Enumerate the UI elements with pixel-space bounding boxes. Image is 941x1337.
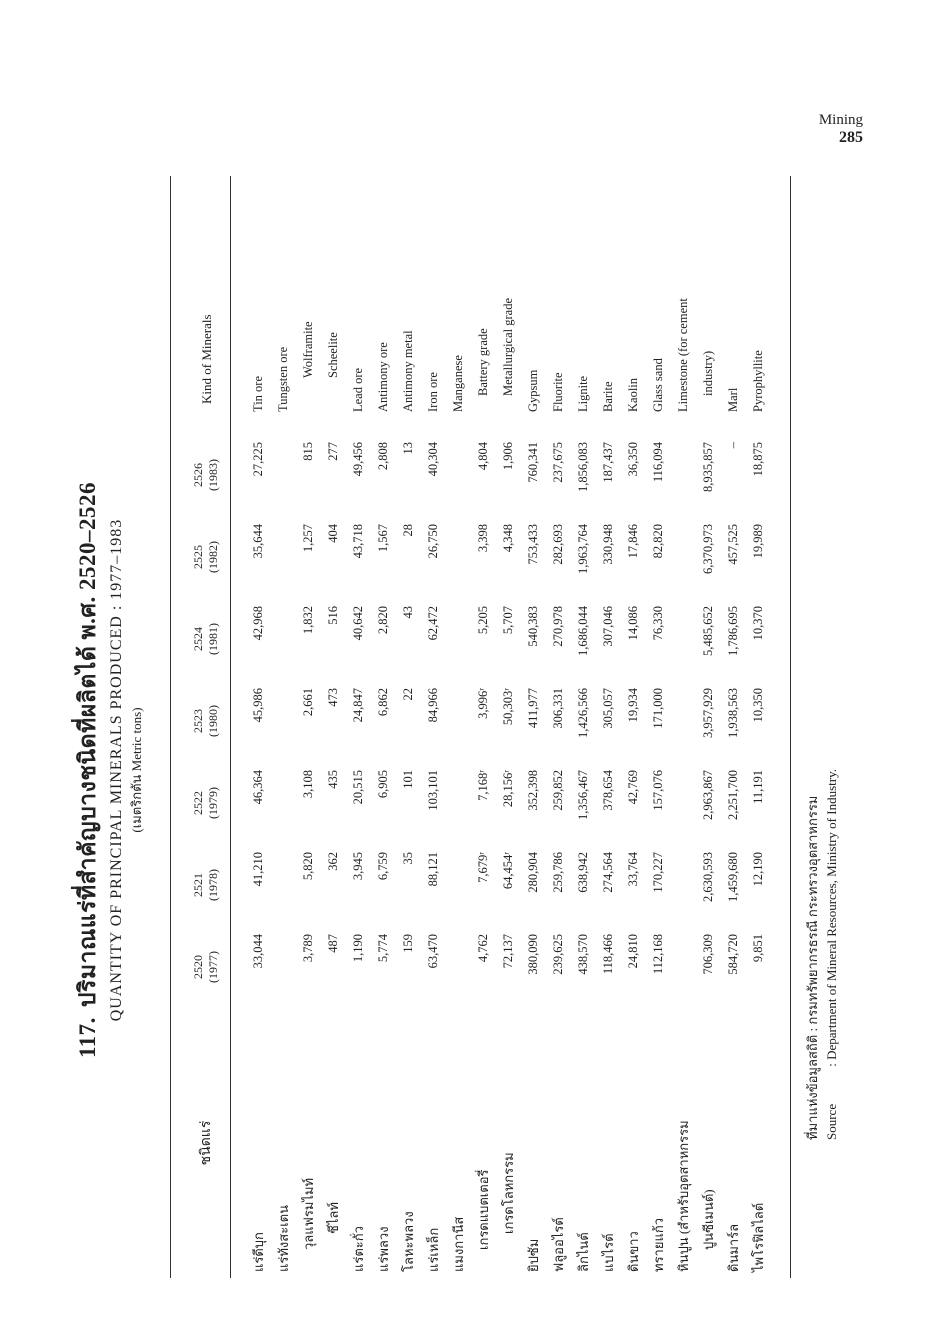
mineral-name-thai: ไพโรฟิลไลต์ bbox=[751, 1202, 766, 1272]
value-cell: 2,963,867 bbox=[701, 770, 715, 820]
value-cell: 18,875 bbox=[751, 442, 765, 477]
mineral-name-thai: โลหะพลวง bbox=[401, 1211, 416, 1272]
table-row bbox=[671, 176, 696, 1278]
value-cell bbox=[271, 434, 296, 516]
rotated-table-page bbox=[58, 175, 888, 1320]
value-cell: 473 bbox=[326, 688, 340, 707]
table-row bbox=[346, 176, 371, 1278]
header-kind-english: Kind of Minerals bbox=[198, 314, 214, 404]
value-cell: 237,675 bbox=[551, 442, 565, 483]
value-cell: 40,642 bbox=[351, 606, 365, 641]
value-cell: 404 bbox=[326, 524, 340, 543]
value-cell: 40,304 bbox=[426, 442, 440, 477]
value-cell: 5,707 bbox=[501, 606, 515, 635]
value-cell: 1,786,695 bbox=[726, 606, 740, 656]
value-cell: 2,251,700 bbox=[726, 770, 740, 820]
value-cell: 3,996ʳ bbox=[476, 688, 490, 719]
value-cell: 33,764 bbox=[626, 852, 640, 887]
value-cell: 10,350 bbox=[751, 688, 765, 723]
value-cell: 270,978 bbox=[551, 606, 565, 647]
value-cell: 4,348 bbox=[501, 524, 515, 553]
value-cell: 82,820 bbox=[651, 524, 665, 559]
source-thai-label: ที่มาแห่งข้อมูลสถิติ bbox=[805, 1034, 820, 1140]
table-row bbox=[271, 176, 296, 1278]
value-cell: 118,466 bbox=[601, 934, 615, 975]
mineral-name-thai: แบไรต์ bbox=[601, 1233, 616, 1272]
table-row bbox=[421, 176, 446, 1278]
value-cell: 36,350 bbox=[626, 442, 640, 477]
value-cell bbox=[446, 844, 471, 926]
value-cell: 8,935,857 bbox=[701, 442, 715, 492]
header-year-2525: 2525 (1982) bbox=[191, 541, 220, 573]
value-cell: 1,356,467 bbox=[576, 770, 590, 820]
value-cell bbox=[671, 434, 696, 516]
value-cell: 7,168ʳ bbox=[476, 770, 490, 801]
value-cell: 3,789 bbox=[301, 934, 315, 963]
value-cell: 457,525 bbox=[726, 524, 740, 565]
value-cell: 14,086 bbox=[626, 606, 640, 641]
table-row bbox=[371, 176, 396, 1278]
value-cell bbox=[671, 926, 696, 1008]
value-cell: 35,644 bbox=[251, 524, 265, 559]
value-cell: 307,046 bbox=[601, 606, 615, 647]
value-cell: 7,679ʳ bbox=[476, 852, 490, 883]
value-cell: 159 bbox=[401, 934, 415, 953]
header-year-2521: 2521 (1978) bbox=[191, 869, 220, 901]
header-kind-thai: ชนิดแร่ bbox=[198, 1120, 214, 1166]
value-cell: 22 bbox=[401, 688, 415, 701]
mineral-name-thai: ทรายแก้ว bbox=[651, 1217, 666, 1272]
value-cell: 28,156ʳ bbox=[501, 770, 515, 808]
top-rule bbox=[170, 176, 171, 1278]
source-note bbox=[803, 769, 841, 1140]
mineral-name-english: Manganese bbox=[451, 355, 465, 412]
value-cell: 45,986 bbox=[251, 688, 265, 723]
value-cell bbox=[271, 762, 296, 844]
value-cell: 42,769 bbox=[626, 770, 640, 805]
value-cell bbox=[671, 762, 696, 844]
mineral-name-english: Tin ore bbox=[251, 375, 265, 412]
mineral-name-english: Metallurgical grade bbox=[501, 298, 515, 396]
value-cell: 103,101 bbox=[426, 770, 440, 811]
header-year-2520: 2520 (1977) bbox=[191, 951, 220, 983]
mineral-name-thai: แร่เหล็ก bbox=[426, 1227, 441, 1272]
table-row bbox=[396, 176, 421, 1278]
unit-caption: (เมตริกตัน Metric tons) bbox=[129, 707, 144, 833]
value-cell: 1,963,764 bbox=[576, 524, 590, 574]
value-cell bbox=[671, 844, 696, 926]
value-cell: 1,257 bbox=[301, 524, 315, 553]
value-cell: 116,094 bbox=[651, 442, 665, 483]
mineral-name-thai: ลิกไนต์ bbox=[576, 1232, 591, 1272]
value-cell: 46,364 bbox=[251, 770, 265, 805]
value-cell: 6,905 bbox=[376, 770, 390, 799]
value-cell: 1,190 bbox=[351, 934, 365, 963]
value-cell: 305,057 bbox=[601, 688, 615, 729]
value-cell bbox=[671, 516, 696, 598]
table-body bbox=[232, 176, 771, 1278]
mineral-name-thai: หินปูน (สำหรับอุตสาหกรรม bbox=[676, 1120, 691, 1272]
value-cell: 753,433 bbox=[526, 524, 540, 565]
value-cell: 170,227 bbox=[651, 852, 665, 893]
table-row bbox=[746, 176, 771, 1278]
value-cell: 76,330 bbox=[651, 606, 665, 641]
value-cell: 259,852 bbox=[551, 770, 565, 811]
value-cell: 49,456 bbox=[351, 442, 365, 477]
table-row bbox=[571, 176, 596, 1278]
value-cell: 2,661 bbox=[301, 688, 315, 717]
value-cell: 6,759 bbox=[376, 852, 390, 881]
table-row bbox=[471, 176, 496, 1278]
table-row bbox=[546, 176, 571, 1278]
mineral-name-thai: ยิปซัม bbox=[526, 1238, 541, 1272]
mineral-name-thai: ปูนซีเมนต์) bbox=[701, 1189, 716, 1250]
mineral-name-thai: วุลแฟรมไมท์ bbox=[301, 1177, 316, 1250]
table-row bbox=[646, 176, 671, 1278]
table-row bbox=[721, 176, 746, 1278]
value-cell: 88,121 bbox=[426, 852, 440, 887]
page-number: 285 bbox=[839, 129, 863, 146]
value-cell: 24,810 bbox=[626, 934, 640, 969]
mineral-name-english: Battery grade bbox=[476, 328, 490, 396]
value-cell: 187,437 bbox=[601, 442, 615, 483]
value-cell: 19,989 bbox=[751, 524, 765, 559]
value-cell: 1,906 bbox=[501, 442, 515, 471]
header-year-2522: 2522 (1979) bbox=[191, 787, 220, 819]
mineral-name-english: Lead ore bbox=[351, 367, 365, 412]
mineral-name-english: Glass sand bbox=[651, 358, 665, 412]
value-cell bbox=[446, 926, 471, 1008]
value-cell: 274,564 bbox=[601, 852, 615, 893]
table-row bbox=[296, 176, 321, 1278]
value-cell: 3,398 bbox=[476, 524, 490, 553]
value-cell: 282,693 bbox=[551, 524, 565, 565]
value-cell: 1,426,566 bbox=[576, 688, 590, 738]
value-cell: 815 bbox=[301, 442, 315, 461]
mineral-name-thai: แร่ตะกั่ว bbox=[351, 1226, 366, 1272]
table-number: 117. bbox=[75, 1017, 100, 1059]
title-thai-text: ปริมาณแร่ที่สำคัญบางชนิดที่ผลิตได้ พ.ศ. 2520–2526 bbox=[75, 481, 100, 1008]
value-cell bbox=[271, 844, 296, 926]
mineral-name-english: Wolframite bbox=[301, 321, 315, 378]
value-cell bbox=[446, 680, 471, 762]
value-cell: 20,515 bbox=[351, 770, 365, 805]
value-cell: 1,938,563 bbox=[726, 688, 740, 738]
mineral-name-thai: ชีไลท์ bbox=[326, 1202, 341, 1234]
value-cell: 84,966 bbox=[426, 688, 440, 723]
value-cell: 28 bbox=[401, 524, 415, 537]
value-cell: 112,168 bbox=[651, 934, 665, 975]
value-cell: 380,090 bbox=[526, 934, 540, 975]
value-cell: 4,804 bbox=[476, 442, 490, 471]
mineral-name-thai: ฟลูออไรต์ bbox=[551, 1217, 566, 1272]
mineral-name-english: Tungsten ore bbox=[276, 346, 290, 412]
mineral-name-thai: ดินขาว bbox=[626, 1231, 641, 1272]
value-cell: 157,076 bbox=[651, 770, 665, 811]
value-cell: 584,720 bbox=[726, 934, 740, 975]
mineral-name-thai: เกรดแบตเตอรี่ bbox=[476, 1169, 491, 1250]
mineral-name-thai: เกรดโลหกรรม bbox=[501, 1152, 516, 1234]
mineral-name-thai: ดินมาร์ล bbox=[726, 1223, 741, 1272]
value-cell: 487 bbox=[326, 934, 340, 953]
mineral-name-thai: แร่พลวง bbox=[376, 1226, 391, 1272]
value-cell bbox=[671, 680, 696, 762]
value-cell: 540,383 bbox=[526, 606, 540, 647]
value-cell: 277 bbox=[326, 442, 340, 461]
mineral-name-english: Marl bbox=[726, 387, 740, 412]
mineral-name-english: Barite bbox=[601, 381, 615, 412]
page-header bbox=[819, 112, 863, 147]
value-cell: 1,856,083 bbox=[576, 442, 590, 492]
value-cell: 10,370 bbox=[751, 606, 765, 641]
mineral-name-english: Lignite bbox=[576, 375, 590, 412]
mineral-name-english: Antimony metal bbox=[401, 330, 415, 412]
value-cell: 516 bbox=[326, 606, 340, 625]
value-cell bbox=[446, 434, 471, 516]
value-cell: 4,762 bbox=[476, 934, 490, 963]
value-cell: 101 bbox=[401, 770, 415, 789]
value-cell: 362 bbox=[326, 852, 340, 871]
table-row bbox=[232, 176, 271, 1278]
value-cell: 760,341 bbox=[526, 442, 540, 483]
value-cell: 330,948 bbox=[601, 524, 615, 565]
value-cell bbox=[271, 926, 296, 1008]
title-block bbox=[70, 220, 147, 1320]
table-row bbox=[496, 176, 521, 1278]
value-cell: 2,630,593 bbox=[701, 852, 715, 902]
mineral-name-thai: แมงกานีส bbox=[451, 1216, 466, 1272]
value-cell: 438,570 bbox=[576, 934, 590, 975]
value-cell: 19,934 bbox=[626, 688, 640, 723]
value-cell: 5,774 bbox=[376, 934, 390, 963]
value-cell: 3,957,929 bbox=[701, 688, 715, 738]
value-cell: 1,686,044 bbox=[576, 606, 590, 656]
mineral-name-english: Limestone (for cement bbox=[676, 298, 690, 412]
mineral-name-english: Kaolin bbox=[626, 377, 640, 412]
value-cell: 41,210 bbox=[251, 852, 265, 887]
header-row bbox=[180, 176, 232, 1278]
value-cell: 5,205 bbox=[476, 606, 490, 635]
source-english-text: Department of Mineral Resources, Ministry of Industry. bbox=[824, 769, 839, 1060]
value-cell: 411,977 bbox=[526, 688, 540, 729]
value-cell: 638,942 bbox=[576, 852, 590, 893]
value-cell: 63,470 bbox=[426, 934, 440, 969]
value-cell: 62,472 bbox=[426, 606, 440, 641]
value-cell: 9,851 bbox=[751, 934, 765, 963]
value-cell: 1,459,680 bbox=[726, 852, 740, 902]
value-cell: 2,808 bbox=[376, 442, 390, 471]
table-row bbox=[596, 176, 621, 1278]
value-cell: 6,370,973 bbox=[701, 524, 715, 574]
value-cell: 706,309 bbox=[701, 934, 715, 975]
mineral-name-english: Gypsum bbox=[526, 369, 540, 412]
mineral-name-english: Scheelite bbox=[326, 332, 340, 378]
value-cell bbox=[446, 598, 471, 680]
value-cell: 435 bbox=[326, 770, 340, 789]
bottom-rule bbox=[790, 176, 791, 1278]
value-cell: 352,398 bbox=[526, 770, 540, 811]
table-row bbox=[621, 176, 646, 1278]
value-cell: – bbox=[726, 442, 740, 449]
value-cell bbox=[671, 598, 696, 680]
value-cell bbox=[446, 762, 471, 844]
value-cell bbox=[271, 680, 296, 762]
source-english: Source : Department of Mineral Resources, Ministry of Industry. bbox=[824, 769, 839, 1140]
table-row bbox=[696, 176, 721, 1278]
value-cell: 43 bbox=[401, 606, 415, 619]
value-cell: 42,968 bbox=[251, 606, 265, 641]
value-cell: 33,044 bbox=[251, 934, 265, 969]
value-cell: 378,654 bbox=[601, 770, 615, 811]
value-cell: 13 bbox=[401, 442, 415, 455]
value-cell: 24,847 bbox=[351, 688, 365, 723]
value-cell: 35 bbox=[401, 852, 415, 865]
mineral-name-english: Pyrophyllite bbox=[751, 350, 765, 412]
mineral-name-english: Antimony ore bbox=[376, 342, 390, 412]
mineral-name-english: Iron ore bbox=[426, 372, 440, 412]
value-cell: 17,846 bbox=[626, 524, 640, 559]
value-cell bbox=[271, 598, 296, 680]
mineral-name-thai: แร่ทังสะเตน bbox=[276, 1205, 291, 1272]
mineral-name-english: Fluorite bbox=[551, 372, 565, 412]
value-cell: 50,303ʳ bbox=[501, 688, 515, 726]
header-year-2526: 2526 (1983) bbox=[191, 459, 220, 491]
value-cell: 26,750 bbox=[426, 524, 440, 559]
value-cell: 3,108 bbox=[301, 770, 315, 799]
value-cell: 306,331 bbox=[551, 688, 565, 729]
value-cell: 1,567 bbox=[376, 524, 390, 553]
value-cell: 259,786 bbox=[551, 852, 565, 893]
table-row bbox=[521, 176, 546, 1278]
value-cell: 27,225 bbox=[251, 442, 265, 477]
value-cell: 72,137 bbox=[501, 934, 515, 969]
value-cell: 6,862 bbox=[376, 688, 390, 717]
value-cell bbox=[446, 516, 471, 598]
value-cell: 2,820 bbox=[376, 606, 390, 635]
table-row bbox=[446, 176, 471, 1278]
minerals-table bbox=[180, 176, 771, 1278]
value-cell: 280,904 bbox=[526, 852, 540, 893]
value-cell: 64,454ʳ bbox=[501, 852, 515, 890]
source-english-label: Source bbox=[824, 1103, 839, 1140]
value-cell: 11,191 bbox=[751, 770, 765, 804]
value-cell: 5,820 bbox=[301, 852, 315, 881]
value-cell: 12,190 bbox=[751, 852, 765, 887]
section-label: Mining bbox=[818, 112, 863, 128]
value-cell: 3,945 bbox=[351, 852, 365, 881]
value-cell: 239,625 bbox=[551, 934, 565, 975]
table-row bbox=[321, 176, 346, 1278]
value-cell bbox=[271, 516, 296, 598]
mineral-name-thai: แร่ดีบุก bbox=[251, 1232, 266, 1272]
header-year-2523: 2523 (1980) bbox=[191, 705, 220, 737]
mineral-name-english: industry) bbox=[701, 350, 715, 396]
value-cell: 43,718 bbox=[351, 524, 365, 559]
value-cell: 5,485,652 bbox=[701, 606, 715, 656]
header-year-2524: 2524 (1981) bbox=[191, 623, 220, 655]
value-cell: 171,000 bbox=[651, 688, 665, 729]
title-thai bbox=[70, 220, 106, 1320]
source-thai-text: กรมทรัพยากรธรณี กระทรวงอุตสาหกรรม bbox=[805, 795, 820, 1025]
source-thai: ที่มาแห่งข้อมูลสถิติ : กรมทรัพยากรธรณี กระทรวงอุตสาหกรรม bbox=[805, 795, 820, 1140]
title-english: QUANTITY OF PRINCIPAL MINERALS PRODUCED : 1977–1983 bbox=[108, 518, 125, 1022]
value-cell: 1,832 bbox=[301, 606, 315, 635]
